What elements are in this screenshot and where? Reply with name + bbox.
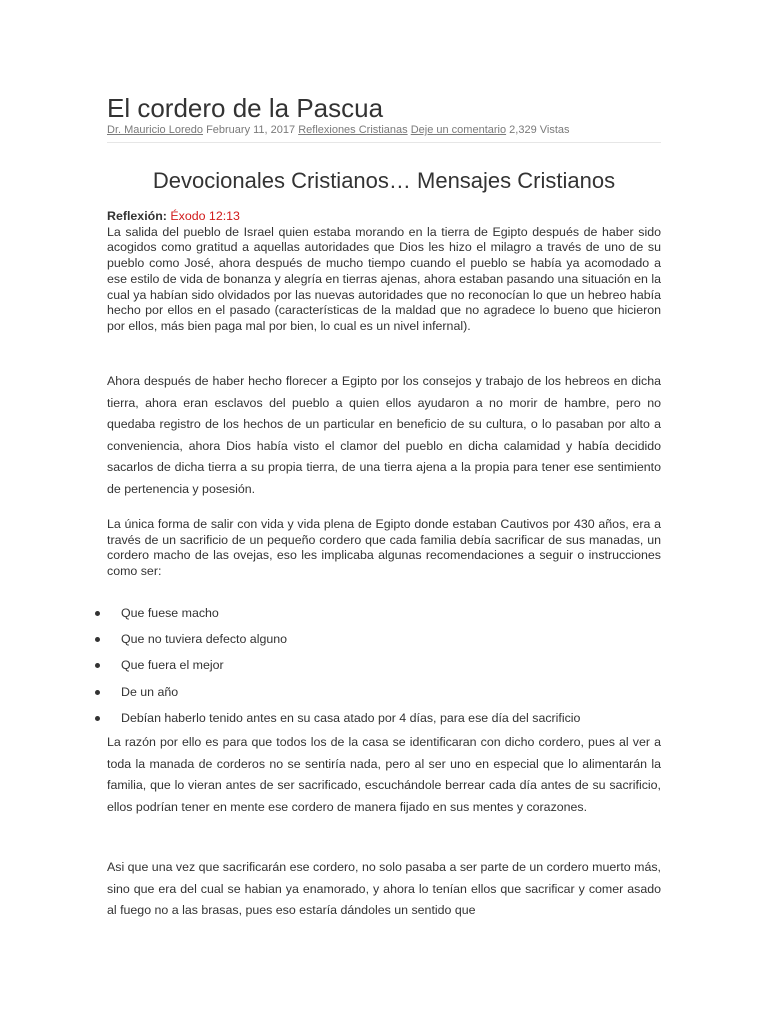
category-link[interactable]: Reflexiones Cristianas [298,124,408,136]
paragraph-3: La única forma de salir con vida y vida plena de Egipto donde estaban Cautivos por 430 años, era a través de un sacrificio de un pequeño cordero que cada familia debía sacrificar de sus manadas, un cordero macho de las ovejas, eso les implicaba algunas recomendaciones a seguir o instrucciones como ser: [107,517,661,579]
reflexion-text: La salida del pueblo de Israel quien estaba morando en la tierra de Egipto después de haber sido acogidos como gratitud a aquellas autoridades que Dios les hizo el milagro a través de uno de su pueblo como José, ahora después de mucho tiempo cuando el pueblo se había ya acomodado a ese estilo de vida de bonanza y alegría en tierras ajenas, ahora estaban pasando una situación en la cual ya habían sido olvidados por las nuevas autoridades que no reconocían lo que un hebreo había hecho por ellos en el pasado (características de la maldad que no agradece lo bueno que hicieron por ellos, más bien paga mal por bien, lo cual es un nivel infernal). [107,224,661,333]
comment-link[interactable]: Deje un comentario [410,124,507,136]
scripture-reference: Éxodo 12:13 [170,209,240,223]
post-title: El cordero de la Pascua [107,93,384,123]
bullet-icon [95,637,100,642]
author-link[interactable]: Dr. Mauricio Loredo [107,124,203,136]
section-subtitle: Devocionales Cristianos… Mensajes Cristianos [152,168,616,193]
post-date: February 11, 2017 [206,124,296,136]
bullet-icon [95,716,100,721]
list-item: Debían haberlo tenido antes en su casa atado por 4 días, para ese día del sacrificio [107,705,661,731]
post-meta [107,123,661,143]
bullet-icon [95,611,100,616]
reflexion-paragraph [107,209,661,335]
list-item: De un año [107,679,661,705]
bullet-icon [95,663,100,668]
reflexion-label: Reflexión: [107,209,167,223]
paragraph-2: Ahora después de haber hecho florecer a Egipto por los consejos y trabajo de los hebreos en dicha tierra, ahora eran esclavos del pueblo a quien ellos ayudaron a no morir de hambre, pero no quedaba registro de los hechos de un particular en beneficio de su cultura, o lo pasaban por alto a conveniencia, ahora Dios había visto el clamor del pueblo en dicha calamidad y había decidido sacarlos de dicha tierra a su propia tierra, de una tierra ajena a la propia para tener ese sentimiento de pertenencia y posesión. [107,374,661,496]
list-item: Que fuese macho [107,600,661,626]
paragraph-4: La razón por ello es para que todos los de la casa se identificaran con dicho cordero, pues al ver a toda la manada de corderos no se sentiría nada, pero al ser uno en especial que lo alimentarán la familia, que lo vieran antes de ser sacrificado, escuchándole berrear cada día antes de su sacrificio, ellos podrían tener en mente ese cordero de manera fijado en sus mentes y corazones. [107,735,661,814]
bullet-icon [95,690,100,695]
paragraph-5: Asi que una vez que sacrificarán ese cordero, no solo pasaba a ser parte de un cordero muerto más, sino que era del cual se habian ya enamorado, y ahora lo tenían ellos que sacrificar y comer asado al fuego no a las brasas, pues eso estaría dándoles un sentido que [107,860,661,918]
list-item: Que no tuviera defecto alguno [107,626,661,652]
instructions-list [107,600,661,731]
view-count: 2,329 Vistas [509,124,570,136]
list-item: Que fuera el mejor [107,652,661,678]
